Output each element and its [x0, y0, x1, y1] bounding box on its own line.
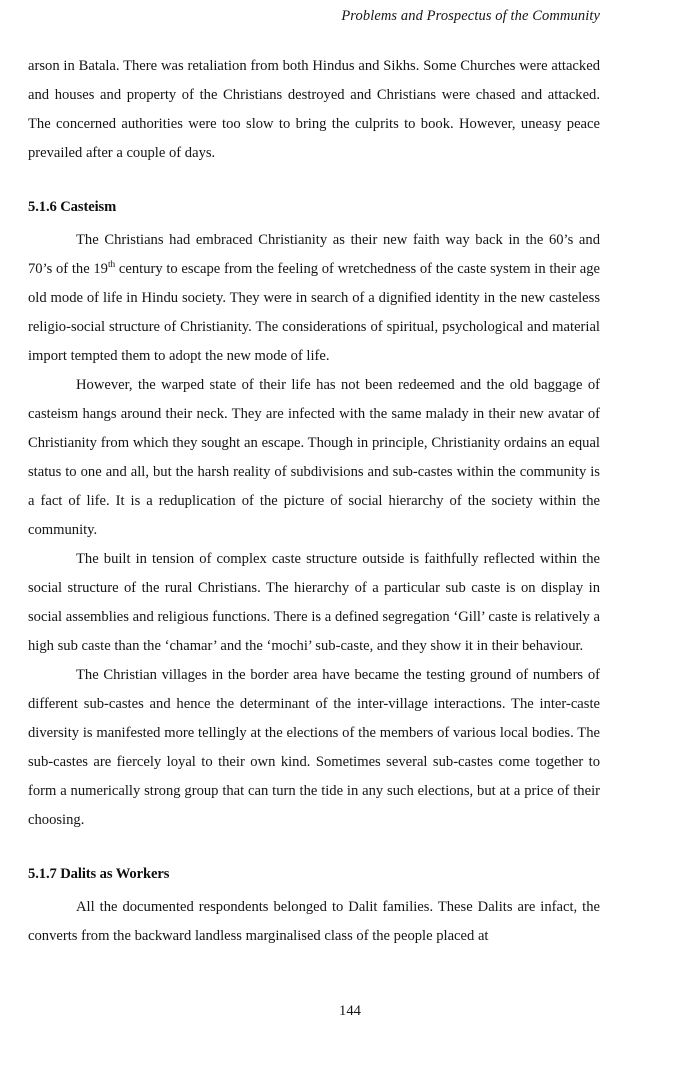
paragraph-casteism-4: The Christian villages in the border area have became the testing ground of numbers of different sub-castes and hence the determinant of the inter-village interactions. The inter-caste diversity is manifested more tellingly at the elections of the members of various local bodies. The sub-castes are fiercely loyal to their own kind. Sometimes several sub-castes come together to form a numerically strong group that can turn the tide in any such elections, but at a price of their choosing.	[28, 667, 600, 828]
running-header: Problems and Prospectus of the Community	[341, 8, 600, 24]
paragraph-casteism-2: However, the warped state of their life has not been redeemed and the old baggage of casteism hangs around their neck. They are infected with the same malady in their new avatar of Christianity from which they sought an escape. Though in principle, Christianity ordains an equal status to one and all, but the harsh reality of subdivisions and sub-castes within the community is a fact of life. It is a reduplication of the picture of social hierarchy of the society within the community.	[28, 377, 600, 538]
paragraph-dalits-1: All the documented respondents belonged to Dalit families. These Dalits are infact, the converts from the backward landless marginalised class of the people placed at	[28, 899, 600, 944]
paragraph-continued-from-previous-page: arson in Batala. There was retaliation from both Hindus and Sikhs. Some Churches were attacked and houses and property of the Christians destroyed and Christians were chased and attacked. The concerned authorities were too slow to bring the culprits to book. However, uneasy peace prevailed after a couple of days.	[28, 58, 600, 161]
ordinal-suffix-superscript: th	[107, 260, 116, 271]
page-number: 144	[339, 1003, 361, 1019]
paragraph-casteism-1	[28, 226, 600, 371]
paragraph-casteism-1-text-b: century to escape from the feeling of wretchedness of the caste system in their age old mode of life in Hindu society. They were in search of a dignified identity in the new casteless religio-social structure of Christianity. The considerations of spiritual, psychological and material import tempted them to adopt the new mode of life.	[28, 261, 600, 364]
page-body-column	[28, 52, 600, 951]
paragraph-casteism-1-text-a: The Christians had embraced Christianity as their new faith way back in the 60’s and 70’s of the 19	[28, 232, 600, 277]
section-heading-dalits-as-workers: 5.1.7 Dalits as Workers	[28, 866, 170, 882]
section-heading-casteism: 5.1.6 Casteism	[28, 199, 117, 215]
paragraph-casteism-3: The built in tension of complex caste structure outside is faithfully reflected within the social structure of the rural Christians. The hierarchy of a particular sub caste is on display in social assemblies and religious functions. There is a defined segregation ‘Gill’ caste is relatively a high sub caste than the ‘chamar’ and the ‘mochi’ sub-caste, and they show it in their behaviour.	[28, 551, 600, 654]
